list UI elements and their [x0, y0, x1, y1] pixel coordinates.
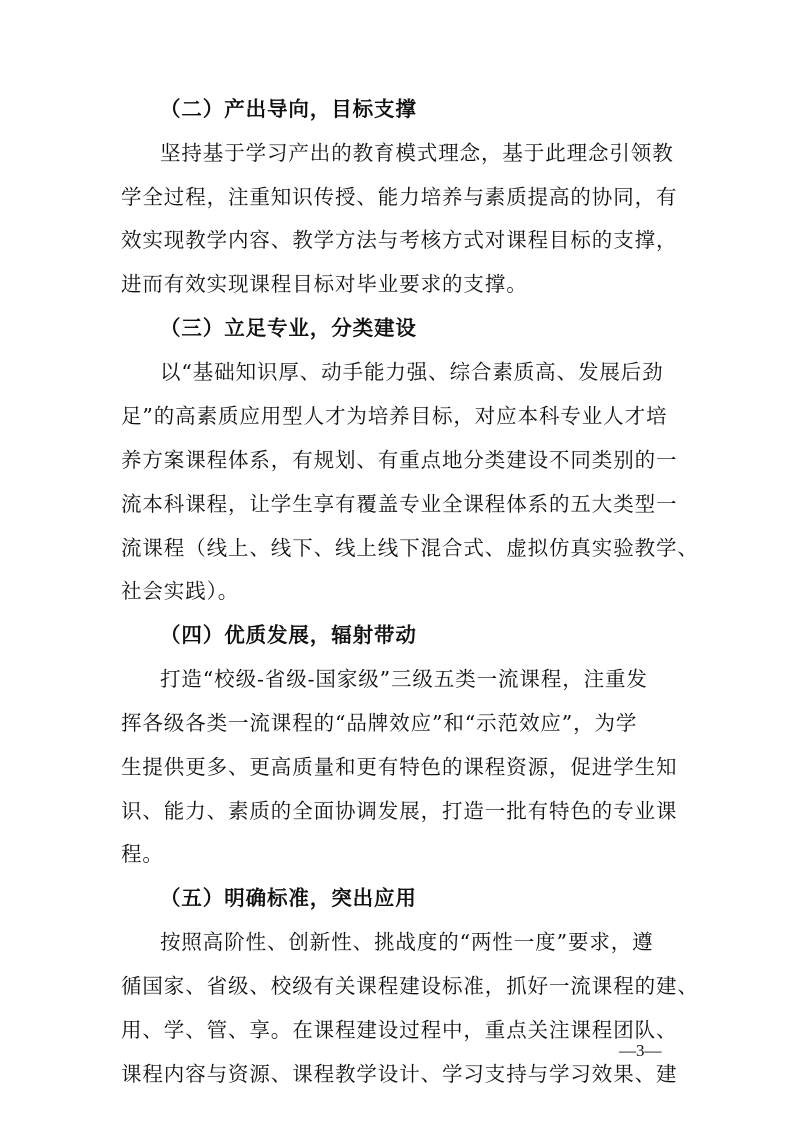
page-number: —3—: [619, 1041, 662, 1060]
section-heading-2: （二）产出导向，目标支撑: [160, 97, 417, 121]
paragraph-line: 识、能力、素质的全面协调发展，打造一批有特色的专业课: [121, 799, 678, 823]
section-heading-5: （五）明确标准，突出应用: [160, 886, 417, 910]
paragraph-line: 坚持基于学习产出的教育模式理念，基于此理念引领教: [160, 141, 674, 165]
paragraph-line: 按照高阶性、创新性、挑战度的“两性一度”要求，遵: [160, 930, 654, 954]
paragraph-line: 效实现教学内容、教学方法与考核方式对课程目标的支撑，: [121, 228, 678, 252]
paragraph-line: 程。: [121, 842, 164, 866]
paragraph-line: 流本科课程，让学生享有覆盖专业全课程体系的五大类型一: [121, 492, 678, 516]
paragraph-line: 生提供更多、更高质量和更有特色的课程资源，促进学生知: [121, 755, 678, 779]
paragraph-line: 养方案课程体系，有规划、有重点地分类建设不同类别的一: [121, 448, 678, 472]
paragraph-line: 以“基础知识厚、动手能力强、综合素质高、发展后劲: [160, 360, 664, 384]
paragraph-line: 用、学、管、享。在课程建设过程中，重点关注课程团队、: [121, 1018, 678, 1042]
paragraph-line: 社会实践）。: [121, 579, 240, 603]
paragraph-line: 学全过程，注重知识传授、能力培养与素质提高的协同，有: [121, 185, 678, 209]
paragraph-line: 挥各级各类一流课程的“品牌效应”和“示范效应”，为学: [121, 711, 638, 735]
paragraph-line: 课程内容与资源、课程教学设计、学习支持与学习效果、建: [121, 1062, 678, 1086]
paragraph-line: 打造“校级-省级-国家级”三级五类一流课程，注重发: [160, 667, 648, 691]
paragraph-line: 足”的高素质应用型人才为培养目标，对应本科专业人才培: [121, 404, 668, 428]
section-heading-4: （四）优质发展，辐射带动: [160, 623, 417, 647]
paragraph-line: 流课程（线上、线下、线上线下混合式、虚拟仿真实验教学、: [121, 536, 699, 560]
paragraph-line: 循国家、省级、校级有关课程建设标准，抓好一流课程的建、: [121, 974, 699, 998]
section-heading-3: （三）立足专业，分类建设: [160, 316, 417, 340]
paragraph-line: 进而有效实现课程目标对毕业要求的支撑。: [121, 272, 528, 296]
